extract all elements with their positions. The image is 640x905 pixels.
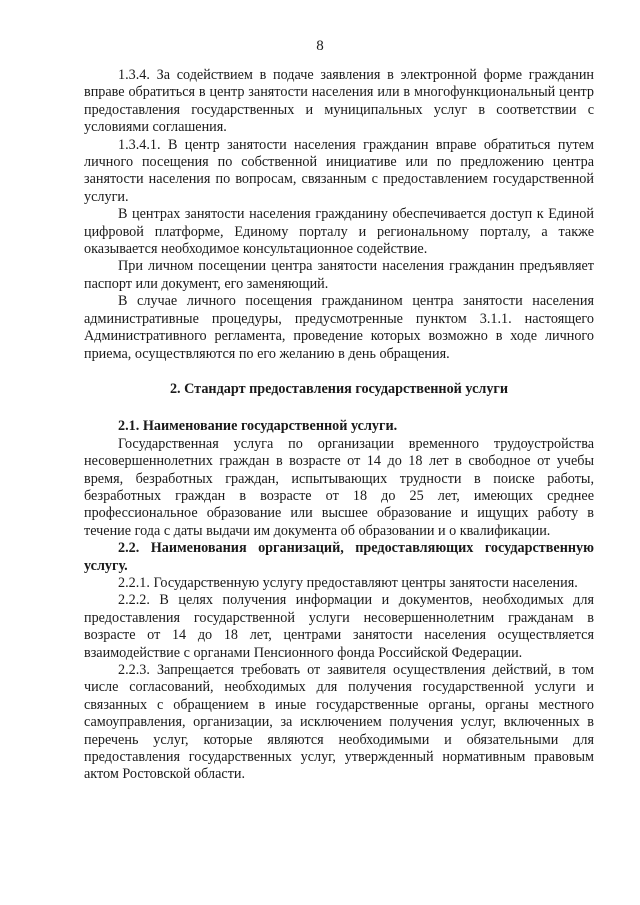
document-body bbox=[84, 67, 594, 784]
paragraph-passport: При личном посещении центра занятости населения гражданин предъявляет паспорт или документ, его заменяющий. bbox=[84, 258, 594, 292]
paragraph-2-2-3: 2.2.3. Запрещается требовать от заявителя осуществления действий, в том числе согласований, необходимых для получения государственной услуги и связанных с обращением в иные государственные органы, органы местного самоуправления, организации, за исключением получения услуг, включенных в перечень услуг, которые являются необходимыми и обязательными для предоставления государственных услуг, утвержденный нормативным правовым актом Ростовской области. bbox=[84, 662, 594, 783]
paragraph-personal-visit: В случае личного посещения гражданином центра занятости населения административные процедуры, предусмотренные пунктом 3.1.1. настоящего Административного регламента, проведение которых возможно в ходе личного приема, осуществляются по его желанию в день обращения. bbox=[84, 293, 594, 362]
paragraph-2-2-2: 2.2.2. В целях получения информации и документов, необходимых для предоставления государственной услуги несовершеннолетним гражданам в возрасте от 14 до 18 лет, центрами занятости населения осуществляется взаимодействие с органами Пенсионного фонда Российской Федерации. bbox=[84, 592, 594, 661]
paragraph-1-3-4: 1.3.4. За содействием в подаче заявления в электронной форме гражданин вправе обратиться в центр занятости населения или в многофункциональный центр предоставления государственных и муниципальных услуг в соответствии с условиями соглашения. bbox=[84, 67, 594, 136]
page-number: 8 bbox=[316, 38, 324, 54]
paragraph-2-2-1: 2.2.1. Государственную услугу предоставляют центры занятости населения. bbox=[118, 574, 578, 591]
paragraph-access-platforms: В центрах занятости населения гражданину обеспечивается доступ к Единой цифровой платформе, Единому порталу и региональному порталу, а также оказывается необходимое консультационное содействие. bbox=[84, 206, 594, 258]
paragraph-2-1: Государственная услуга по организации временного трудоустройства несовершеннолетних граждан в возрасте от 14 до 18 лет в свободное от учебы время, безработных граждан, испытывающих трудности в поиске работы, безработных граждан в возрасте от 18 до 25 лет, имеющих среднее профессиональное образование или высшее образование и ищущих работу в течение года с даты выдачи им документа об образовании и о квалификации. bbox=[84, 435, 594, 539]
subsection-2-1-title: 2.1. Наименование государственной услуги. bbox=[118, 418, 398, 435]
paragraph-1-3-4-1: 1.3.4.1. В центр занятости населения гражданин вправе обратиться путем личного посещения по собственной инициативе или по предложению центра занятости населения по вопросам, связанным с предоставлением государственной услуги. bbox=[84, 136, 594, 205]
subsection-2-2-title: 2.2. Наименования организаций, предоставляющих государственную услугу. bbox=[84, 540, 594, 574]
section-title: 2. Стандарт предоставления государственной услуги bbox=[169, 380, 509, 397]
